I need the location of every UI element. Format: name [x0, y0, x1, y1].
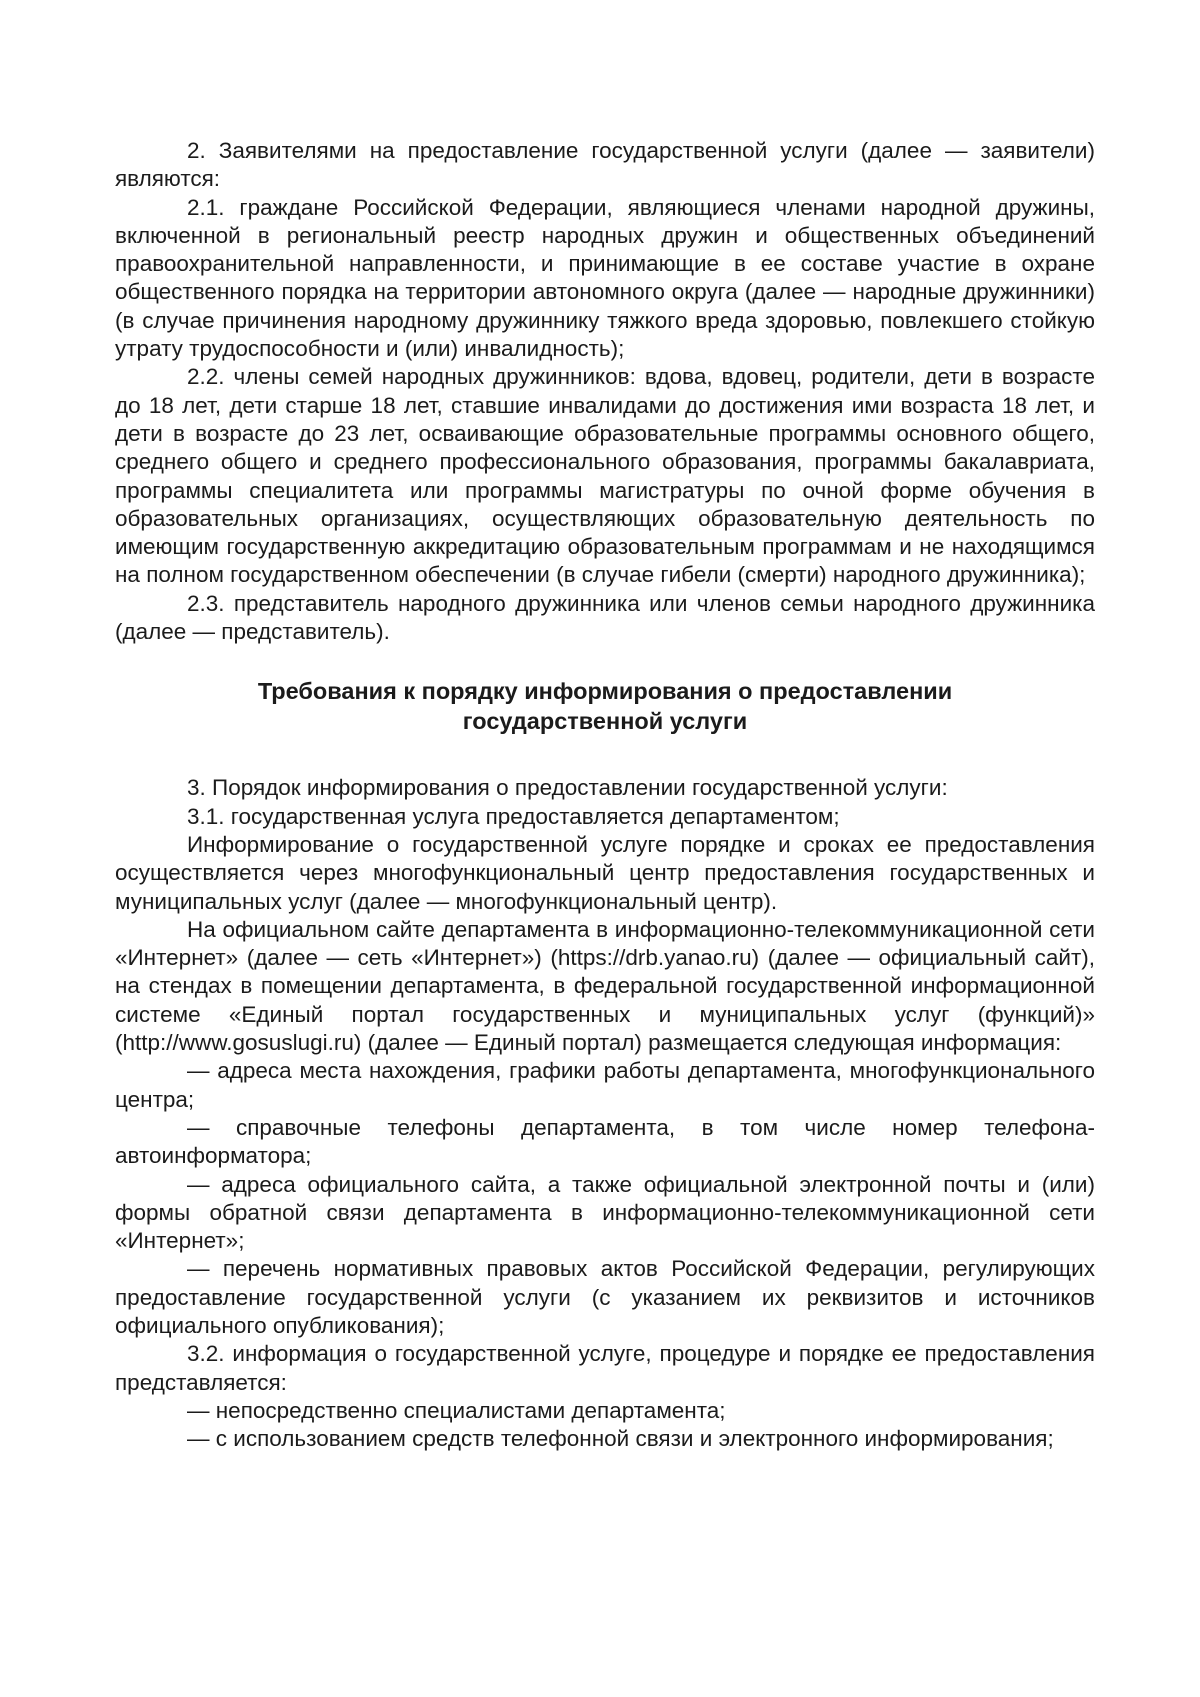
list-item-site-email: — адреса официального сайта, а также официальной электронной почты и (или) формы обратной связи департамента в информационно-телекоммуникационной сети «Интернет»;: [115, 1171, 1095, 1254]
paragraph-3-2: 3.2. информация о государственной услуге, процедуре и порядке ее предоставления представляется:: [115, 1341, 1095, 1395]
paragraph-3: 3. Порядок информирования о предоставлении государственной услуги:: [187, 775, 948, 801]
list-item-legal-acts: — перечень нормативных правовых актов Российской Федерации, регулирующих предоставление государственной услуги (с указанием их реквизитов и источников официального опубликования);: [115, 1256, 1095, 1338]
paragraph-informing: Информирование о государственной услуге порядке и сроках ее предоставления осуществляется через многофункциональный центр предоставления государственных и муниципальных услуг (далее — многофункциональный центр).: [115, 831, 1095, 914]
list-item-addresses: — адреса места нахождения, графики работы департамента, многофункционального центра;: [115, 1058, 1095, 1112]
applicants-section: [115, 137, 1095, 646]
paragraph-official-site: На официальном сайте департамента в информационно-телекоммуникационной сети «Интернет» (далее — сеть «Интернет») (https://drb.yanao.ru) (далее — официальный сайт), на стендах в помещении департамента, в федеральной государственной информационной системе «Единый портал государственных и муниципальных услуг (функций)» (http://www.gosuslugi.ru) (далее — Единый портал) размещается следующая информация:: [115, 916, 1095, 1056]
list-item-specialists: — непосредственно специалистами департамента;: [187, 1397, 726, 1423]
paragraph-2: 2. Заявителями на предоставление государственной услуги (далее — заявители) являются:: [115, 138, 1095, 192]
paragraph-3-1: 3.1. государственная услуга предоставляется департаментом;: [187, 803, 840, 829]
document-page: [115, 137, 1095, 1453]
list-item-phones: — справочные телефоны департамента, в том числе номер телефона-автоинформатора;: [115, 1114, 1095, 1169]
list-item-phone-electronic: — с использованием средств телефонной связи и электронного информирования;: [187, 1426, 1054, 1452]
paragraph-2-3: 2.3. представитель народного дружинника или членов семьи народного дружинника (далее — представитель).: [115, 590, 1095, 645]
section-heading-line-2: государственной услуги: [462, 708, 748, 735]
section-heading-line-1: Требования к порядку информирования о предоставлении: [257, 678, 953, 705]
informing-section: [115, 774, 1095, 1453]
section-heading: [115, 676, 1095, 736]
paragraph-2-1: 2.1. граждане Российской Федерации, являющиеся членами народной дружины, включенной в региональный реестр народных дружин и общественных объединений правоохранительной направленности, и принимающие в ее составе участие в охране общественного порядка на территории автономного округа (далее — народные дружинники) (в случае причинения народному дружиннику тяжкого вреда здоровью, повлекшего стойкую утрату трудоспособности и (или) инвалидность);: [115, 194, 1095, 362]
paragraph-2-2: 2.2. члены семей народных дружинников: вдова, вдовец, родители, дети в возрасте до 18 лет, дети старше 18 лет, ставшие инвалидами до достижения ими возраста 18 лет, и дети в возрасте до 23 лет, осваивающие образовательные программы основного общего, среднего общего и среднего профессионального образования, программы бакалавриата, программы специалитета или программы магистратуры по очной форме обучения в образовательных организациях, осуществляющих образовательную деятельность по имеющим государственную аккредитацию образовательным программам и не находящимся на полном государственном обеспечении (в случае гибели (смерти) народного дружинника);: [115, 364, 1095, 588]
